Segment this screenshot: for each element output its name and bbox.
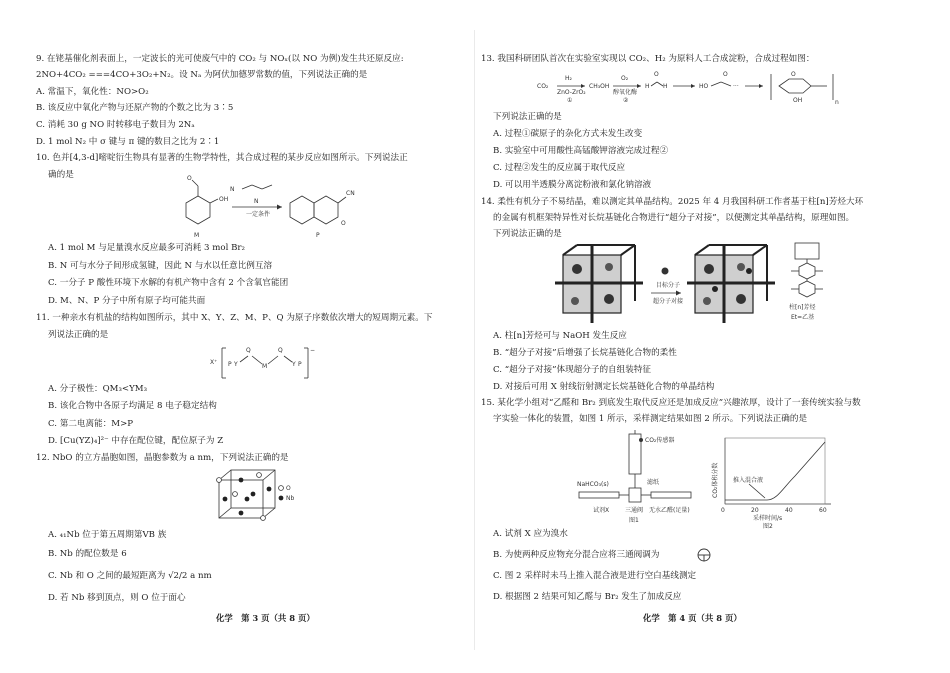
q12-option-a: A. ₄₁Nb 位于第五周期第ⅤB 族 (48, 530, 167, 540)
fig13-ring-o: O (791, 71, 796, 78)
right-page-footer: 化学 第 4 页（共 8 页） (643, 613, 742, 623)
fig13-h-right: H (663, 83, 668, 90)
fig14-dock-label: 超分子对接 (653, 298, 684, 305)
q13-option-a: A. 过程①碳原子的杂化方式未发生改变 (493, 129, 643, 139)
left-page-footer: 化学 第 3 页（共 8 页） (216, 613, 315, 623)
q9-option-c: C. 消耗 30 g NO 时转移电子数目为 2Nₐ (36, 120, 195, 130)
q14-option-a: A. 柱[n]芳烃可与 NaOH 发生反应 (493, 331, 627, 341)
q14-stem-3: 下列说法正确的是 (493, 229, 562, 239)
q13-option-b: B. 实验室中可用酸性高锰酸钾溶液完成过程② (493, 146, 669, 156)
legend-o-marker (279, 486, 284, 491)
q10-stem-1: 10. 色并[4,3-d]嘧啶衍生物具有显著的生物学特性，其合成过程的某步反应如图所示。下列说法正 (36, 153, 408, 163)
legend-nb-marker (279, 496, 284, 501)
fig11-cation: X⁺ (210, 359, 218, 366)
fig15-caption-2: 图2 (763, 523, 773, 530)
q13-prompt: 下列说法正确的是 (493, 112, 562, 122)
q15-curve-figure (711, 434, 841, 530)
q11-stem-2: 列说法正确的是 (48, 330, 109, 340)
fig15-acetaldehyde-label: 无水乙醛(足量) (649, 507, 690, 514)
label-m: M (194, 232, 200, 239)
fig13-h-left: H (645, 83, 650, 90)
m-oh-label: OH (219, 196, 229, 203)
fig13-h2: H₂ (565, 75, 572, 82)
fig15-filter-label: 滤纸 (647, 479, 660, 486)
guest-molecule (662, 268, 669, 275)
three-way-valve (629, 488, 641, 502)
fig13-o-1: O (654, 71, 659, 78)
fig14-pillar-label: 柱[n]芳烃 (789, 304, 816, 311)
q9-stem-2: 2NO+4CO₂ ===4CO+3O₂+N₂。设 Nₐ 为阿伏加德罗常数的值，下列说法正确的是 (36, 70, 368, 80)
q9-stem-1: 9. 在铑基催化剂表面上，一定波长的光可使废气中的 CO₂ 与 NOₓ(以 NO 为例)发生共还原反应: (36, 54, 404, 64)
p-o-label: O (341, 220, 346, 227)
legend-o-label: O (286, 485, 291, 492)
fig13-n: n (835, 99, 839, 106)
q12-option-c: C. Nb 和 O 之间的最短距离为 √2/2 a nm (48, 571, 212, 581)
pillararene-inset (789, 243, 823, 321)
tick-40: 40 (785, 507, 793, 514)
q11-structure-figure (208, 344, 328, 382)
q13-option-d: D. 可以用半透膜分离淀粉液和氯化钠溶液 (493, 180, 652, 190)
molecule-p (290, 190, 355, 239)
q11-option-d: D. [Cu(YZ)₄]²⁻ 中存在配位键，配位原子为 Z (48, 436, 224, 446)
q14-option-b: B. “超分子对接”后增强了长烷基链化合物的柔性 (493, 348, 677, 358)
molecule-m (186, 175, 228, 239)
fig11-y-left: Y (234, 361, 238, 368)
fig13-o2: O₂ (621, 75, 629, 82)
fig14-guest-label: 目标分子 (656, 282, 681, 289)
fig11-m-center: M (262, 363, 268, 370)
fig13-co2: CO₂ (537, 83, 549, 90)
fig15-reagent-x-label: 试剂X (593, 507, 610, 514)
m-aldehyde-o: O (187, 175, 192, 182)
q14-docking-figure (555, 243, 865, 325)
q14-option-c: C. “超分子对接”体现超分子的自组装特征 (493, 365, 652, 375)
q11-option-a: A. 分子极性：QM₃<YM₃ (48, 384, 148, 394)
arrow-condition: 一定条件 (246, 211, 271, 218)
fig13-oh: OH (793, 97, 803, 104)
q10-option-b: B. N 可与水分子间形成氢键，因此 N 与水以任意比例互溶 (48, 261, 273, 271)
co2-curve (725, 442, 825, 500)
q10-option-c: C. 一分子 P 酸性环境下水解的有机产物中含有 2 个含氧官能团 (48, 278, 289, 288)
framework-after (687, 245, 775, 323)
fig13-methanol: CH₃OH (589, 83, 610, 90)
fig15-valve-label: 三通阀 (625, 507, 644, 514)
reagent-n (230, 185, 272, 193)
fig11-p-right: P (298, 361, 302, 368)
fig14-et-label: Et=乙基 (791, 314, 815, 321)
q12-stem: 12. NbO 的立方晶胞如图，晶胞参数为 a nm，下列说法正确的是 (36, 453, 289, 463)
q10-reaction-figure (170, 175, 360, 239)
q12-unit-cell-figure (215, 466, 305, 522)
q9-option-b: B. 该反应中氧化产物与还原产物的个数之比为 3∶5 (36, 103, 234, 113)
tick-60: 60 (819, 507, 827, 514)
tick-0: 0 (721, 507, 725, 514)
legend-nb-label: Nb (286, 495, 295, 502)
fig15-mix-label: 推入混合液 (733, 477, 764, 484)
q14-option-d: D. 对接后可用 X 射线衍射测定长烷基链化合物的单晶结构 (493, 382, 715, 392)
q11-option-c: C. 第二电离能：M>P (48, 419, 134, 429)
q10-option-a: A. 1 mol M 与足量溴水反应最多可消耗 3 mol Br₂ (48, 243, 245, 253)
p-cn-label: CN (346, 190, 355, 197)
fig15-caption-1: 图1 (629, 517, 639, 524)
q15-option-b: B. 为使两种反应物充分混合应将三通阀调为 (493, 550, 660, 560)
fig13-step-1: ① (567, 97, 573, 104)
fig11-q-right: Q (278, 347, 283, 354)
fig11-q-left: Q (246, 347, 251, 354)
label-p: P (316, 232, 320, 239)
valve-position-icon (697, 548, 711, 562)
right-page (475, 0, 950, 673)
q9-option-a: A. 常温下，氧化性：NO>O₂ (36, 87, 149, 97)
q11-stem-1: 11. 一种亲水有机盐的结构如图所示，其中 X、Y、Z、M、P、Q 为原子序数依次增大的短周期元素。下 (36, 313, 433, 323)
fig13-catalyst: ZnO-ZrO₂ (557, 89, 586, 96)
fig15-sensor-label: CO₂传感器 (645, 437, 675, 444)
svg-text:−: − (310, 347, 316, 354)
svg-text:N: N (230, 186, 235, 193)
q10-stem-2: 确的是 (48, 170, 74, 180)
q15-stem-1: 15. 某化学小组对“乙醛和 Br₂ 到底发生取代反应还是加成反应”兴趣浓厚，设计了一套传统实验与数 (481, 398, 861, 408)
q14-stem-1: 14. 柔性有机分子不易结晶，难以测定其单晶结构。2025 年 4 月我国科研工作者基于柱[n]芳烃大环 (481, 197, 864, 207)
fig15-nahco3-label: NaHCO₃(s) (577, 481, 609, 488)
svg-text:···: ··· (733, 83, 739, 90)
q13-pathway-figure (537, 70, 867, 108)
q15-stem-2: 字实验一体化的装置，如图 1 所示，采样测定结果如图 2 所示。下列说法正确的是 (493, 414, 808, 424)
tick-20: 20 (751, 507, 759, 514)
q15-option-d: D. 根据图 2 结果可知乙醛与 Br₂ 发生了加成反应 (493, 592, 682, 602)
q9-option-d: D. 1 mol N₂ 中 σ 键与 π 键的数目之比为 2∶1 (36, 137, 220, 147)
fig13-ho-left: HO (699, 83, 709, 90)
fig15-y-axis-label: CO₂体积分数 (712, 462, 719, 498)
q15-option-c: C. 图 2 采样时未马上推入混合液是进行空白基线测定 (493, 571, 697, 581)
q15-apparatus-figure (575, 430, 695, 524)
fig15-x-axis-label: 采样时间/s (753, 515, 783, 522)
q15-option-a: A. 试剂 X 应为溴水 (493, 529, 568, 539)
q10-option-d: D. M、N、P 分子中所有原子均可能共面 (48, 296, 206, 306)
q14-stem-2: 的金属有机框架特异性对长烷基链化合物进行“超分子对接”，以便测定其单晶结构，原理如图。 (493, 213, 855, 223)
fig13-enzyme: 醇氧化酶 (613, 89, 638, 96)
q12-option-d: D. 若 Nb 移到顶点，则 O 位于面心 (48, 593, 186, 603)
q11-option-b: B. 该化合物中各原子均满足 8 电子稳定结构 (48, 401, 217, 411)
fig11-p-left: P (228, 361, 232, 368)
fig13-step-2: ② (623, 97, 629, 104)
fig11-y-right: Y (292, 361, 296, 368)
q13-stem: 13. 我国科研团队首次在实验室实现以 CO₂、H₂ 为原料人工合成淀粉，合成过程如图： (481, 54, 815, 64)
arrow-reagent-n: N (254, 198, 259, 205)
framework-before (555, 245, 643, 323)
fig13-o-2: O (723, 71, 728, 78)
q12-option-b: B. Nb 的配位数是 6 (48, 549, 127, 559)
q13-option-c: C. 过程②发生的反应属于取代反应 (493, 163, 626, 173)
